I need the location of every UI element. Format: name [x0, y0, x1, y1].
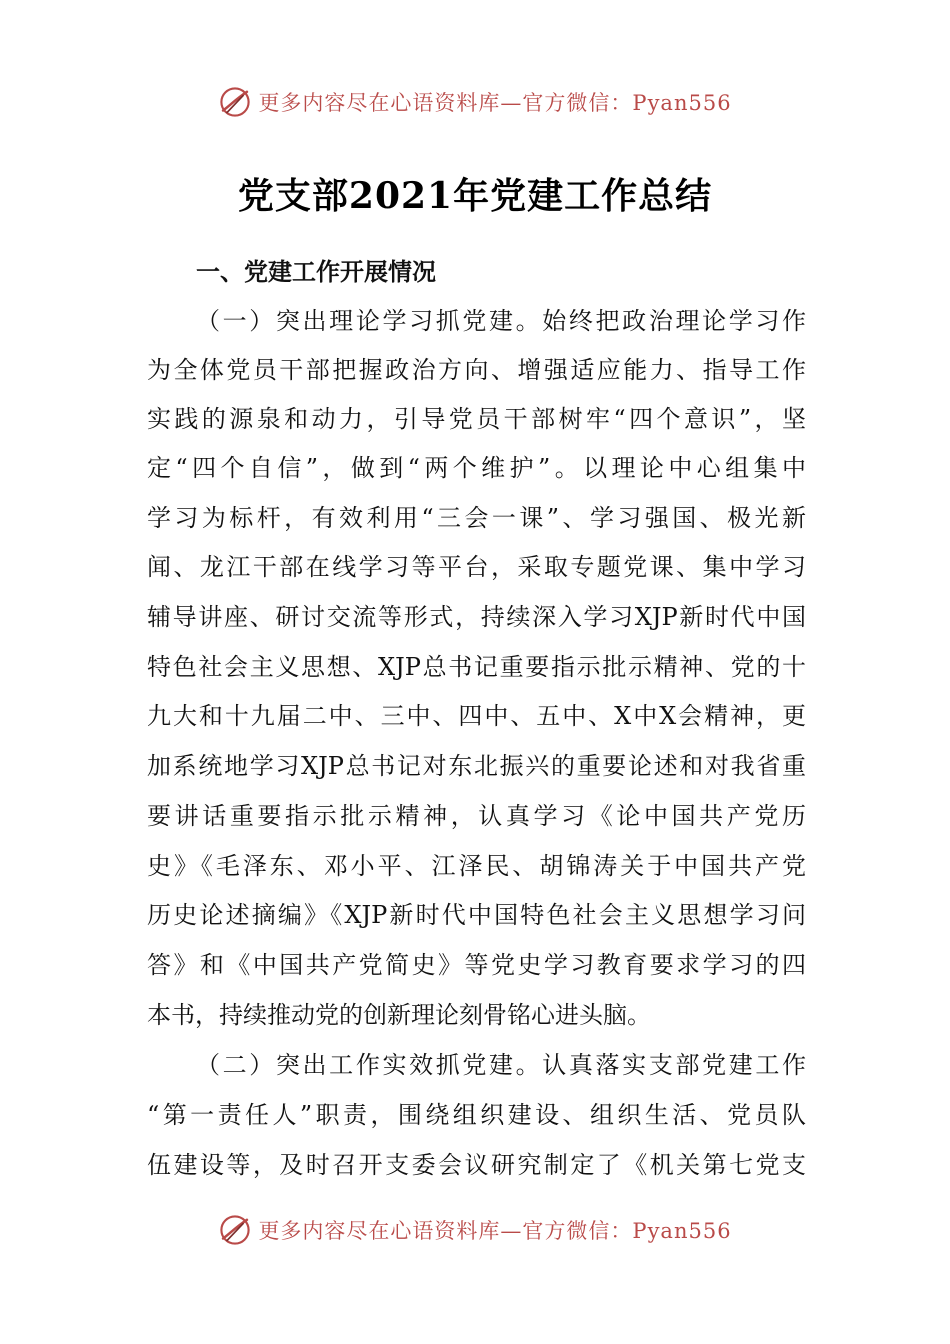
paragraph-line: “第一责任人”职责，围绕组织建设、组织生活、党员队: [147, 1101, 806, 1129]
banner-text: 更多内容尽在心语资料库—官方微信：Pyan556: [258, 1219, 732, 1243]
footer-banner: [0, 1210, 950, 1250]
paragraph-line: 本书，持续推动党的创新理论刻骨铭心进头脑。: [147, 1001, 651, 1029]
document-title: 党支部2021年党建工作总结: [237, 175, 713, 217]
paragraph-line: 答》和《中国共产党简史》等党史学习教育要求学习的四: [147, 951, 806, 979]
paragraph-line: 为全体党员干部把握政治方向、增强适应能力、指导工作: [147, 356, 806, 384]
paragraph-line: 辅导讲座、研讨交流等形式，持续深入学习XJP新时代中国: [147, 603, 806, 631]
paragraph-line: 伍建设等，及时召开支委会议研究制定了《机关第七党支: [147, 1151, 806, 1179]
paragraph-line: 特色社会主义思想、XJP总书记重要指示批示精神、党的十: [147, 653, 806, 681]
banner-text: 更多内容尽在心语资料库—官方微信：Pyan556: [258, 91, 732, 115]
paragraph-line: 九大和十九届二中、三中、四中、五中、X中X会精神，更: [147, 702, 806, 730]
paragraph-line: 学习为标杆，有效利用“三会一课”、学习强国、极光新: [147, 504, 806, 532]
pen-logo-icon: [218, 85, 252, 119]
paragraph-line: 加系统地学习XJP总书记对东北振兴的重要论述和对我省重: [147, 752, 806, 780]
section-heading: 一、党建工作开展情况: [196, 258, 436, 286]
paragraph-line: 历史论述摘编》《XJP新时代中国特色社会主义思想学习问: [147, 901, 806, 929]
paragraph-line: （一）突出理论学习抓党建。始终把政治理论学习作: [196, 307, 806, 335]
paragraph-line: 史》《毛泽东、邓小平、江泽民、胡锦涛关于中国共产党: [147, 852, 806, 880]
header-banner: [0, 82, 950, 122]
paragraph-line: 要讲话重要指示批示精神，认真学习《论中国共产党历: [147, 802, 806, 830]
paragraph-line: 实践的源泉和动力，引导党员干部树牢“四个意识”，坚: [147, 405, 806, 433]
paragraph-line: （二）突出工作实效抓党建。认真落实支部党建工作: [196, 1051, 806, 1079]
paragraph-line: 定“四个自信”，做到“两个维护”。以理论中心组集中: [147, 454, 806, 482]
pen-logo-icon: [218, 1213, 252, 1247]
paragraph-line: 闻、龙江干部在线学习等平台，采取专题党课、集中学习: [147, 553, 806, 581]
